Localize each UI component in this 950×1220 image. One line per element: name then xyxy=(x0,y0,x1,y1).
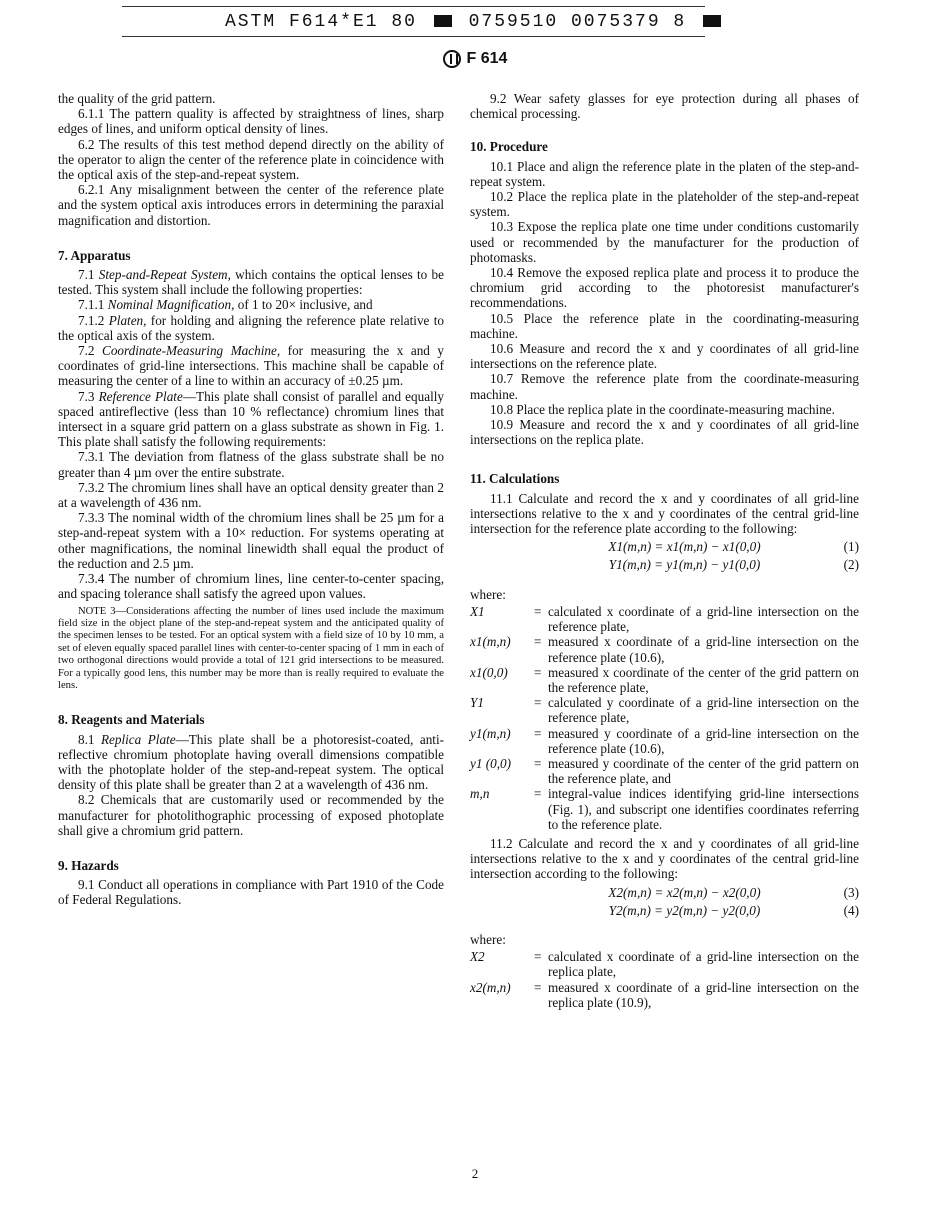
paragraph-10-3: 10.3 Expose the replica plate one time under conditions customarily used or recommended by the manufacturer for the production of photomasks. xyxy=(470,219,859,265)
paragraph-6-2: 6.2 The results of this test method depend directly on the ability of the operator to align the center of the reference plate in coincidence with the optical axis of the step-and-repeat system. xyxy=(58,136,444,183)
paragraph-7-3: 7.3 Reference Plate—This plate shall consist of parallel and equally spaced antireflective (less than 10 % reflectance) chromium lines that intersect in a square grid pattern on a glass substrate as shown in Fig. 1. This plate shall satisfy the following requirements: xyxy=(58,388,444,450)
paragraph-8-1: 8.1 Replica Plate—This plate shall be a photoresist-coated, anti-reflective chromium photoplate having overall dimensions compatible with the photoplate holder of the step-and-repeat system. The optical density of this plate shall be greater than 2 at a wavelength of 436 nm. xyxy=(58,731,445,793)
black-block-icon xyxy=(434,15,452,27)
definition-symbol: m,n xyxy=(470,786,490,802)
definition-row xyxy=(470,726,859,756)
paragraph-10-6: 10.6 Measure and record the x and y coordinates of all grid-line intersections on the reference plate. xyxy=(470,341,859,372)
definitions-table-1 xyxy=(470,604,859,832)
definition-text: measured x coordinate of the center of the grid pattern on the reference plate, xyxy=(548,664,859,695)
astm-logo-icon xyxy=(443,50,461,68)
equation-formula: X2(m,n) = x2(m,n) − x2(0,0) xyxy=(608,884,761,900)
paragraph-10-4: 10.4 Remove the exposed replica plate and process it to produce the chromium grid according to the photoresist manufacturer's recommendations. xyxy=(470,265,859,311)
definitions-table-2 xyxy=(470,949,859,1010)
definition-equals: = xyxy=(534,979,542,995)
definition-symbol: X1 xyxy=(470,603,485,619)
definition-symbol: Y1 xyxy=(470,695,484,711)
paragraph-10-7: 10.7 Remove the reference plate from the coordinate-measuring machine. xyxy=(470,371,859,402)
paragraph-11-2: 11.2 Calculate and record the x and y coordinates of all grid-line intersections relative to the x and y coordinates of the central grid-line intersection according to the following: xyxy=(470,835,859,882)
definition-symbol: x1(0,0) xyxy=(470,664,508,680)
section-heading-10: 10. Procedure xyxy=(470,139,548,155)
equation-formula: Y1(m,n) = y1(m,n) − y1(0,0) xyxy=(608,557,761,573)
paragraph-10-8: 10.8 Place the replica plate in the coordinate-measuring machine. xyxy=(490,401,835,417)
paragraph-10-5: 10.5 Place the reference plate in the coordinating-measuring machine. xyxy=(470,310,859,341)
definition-row xyxy=(470,634,859,664)
right-column xyxy=(470,91,859,1010)
definition-row xyxy=(470,756,859,786)
definition-symbol: x2(m,n) xyxy=(470,979,511,995)
header-rule-top xyxy=(122,6,705,7)
paragraph-8-2: 8.2 Chemicals that are customarily used or recommended by the manufacturer for photolithographic processing of exposed photoplate shall give a chromium grid pattern. xyxy=(58,792,444,838)
definition-row xyxy=(470,665,859,695)
definition-row xyxy=(470,695,859,725)
definition-row xyxy=(470,980,859,1010)
equation-2 xyxy=(470,557,859,572)
definition-equals: = xyxy=(534,634,542,650)
paragraph: the quality of the grid pattern. xyxy=(58,91,216,106)
equation-number: (4) xyxy=(843,902,859,918)
header-code-left: ASTM F614*E1 80 xyxy=(224,12,417,32)
definition-text: calculated y coordinate of a grid-line intersection on the reference plate, xyxy=(548,695,859,726)
header-code xyxy=(0,12,950,32)
paragraph-10-1: 10.1 Place and align the reference plate in the platen of the step-and-repeat system. xyxy=(470,158,859,189)
section-heading-11: 11. Calculations xyxy=(470,471,560,487)
where-label: where: xyxy=(470,931,506,947)
definition-symbol: X2 xyxy=(470,949,485,965)
definition-symbol: y1 (0,0) xyxy=(470,755,512,771)
section-heading-8: 8. Reagents and Materials xyxy=(58,712,205,728)
section-heading-7: 7. Apparatus xyxy=(58,247,131,263)
definition-equals: = xyxy=(534,603,542,619)
definition-symbol: y1(m,n) xyxy=(470,725,511,741)
page-title: F 614 xyxy=(0,50,950,68)
equation-4 xyxy=(470,903,859,918)
header-code-right: 0759510 0075379 8 xyxy=(468,12,687,32)
paragraph-6-2-1: 6.2.1 Any misalignment between the center of the reference plate and the system optical axis introduces errors in determining the paraxial magnification and distortion. xyxy=(58,182,444,228)
definition-equals: = xyxy=(534,664,542,680)
definition-row xyxy=(470,604,859,634)
definition-row xyxy=(470,949,859,979)
equation-3 xyxy=(470,885,859,900)
definition-text: measured y coordinate of a grid-line intersection on the reference plate (10.6), xyxy=(548,725,859,756)
definition-text: integral-value indices identifying grid-line intersections (Fig. 1), and subscript one identifies coordinates referring to the reference plate. xyxy=(548,786,859,832)
paragraph-9-2: 9.2 Wear safety glasses for eye protection during all phases of chemical processing. xyxy=(470,91,859,122)
definition-text: calculated x coordinate of a grid-line intersection on the replica plate, xyxy=(548,949,859,980)
definition-equals: = xyxy=(534,786,542,802)
definition-text: measured y coordinate of the center of the grid pattern on the reference plate, and xyxy=(548,755,859,787)
section-heading-9: 9. Hazards xyxy=(58,857,119,873)
paragraph-7-1-2: 7.1.2 Platen, for holding and aligning the reference plate relative to the optical axis of the system. xyxy=(58,312,444,343)
paragraph-9-1: 9.1 Conduct all operations in compliance with Part 1910 of the Code of Federal Regulations. xyxy=(58,877,444,908)
equation-1 xyxy=(470,539,859,554)
paragraph-11-1: 11.1 Calculate and record the x and y coordinates of all grid-line intersections relative to the x and y coordinates of the central grid-line intersection for the reference plate according to the following: xyxy=(470,490,859,537)
definition-equals: = xyxy=(534,725,542,741)
paragraph-7-3-2: 7.3.2 The chromium lines shall have an optical density greater than 2 at a wavelength of 436 nm. xyxy=(58,479,444,511)
page-number: 2 xyxy=(471,1166,479,1181)
paragraph-10-2: 10.2 Place the replica plate in the plateholder of the step-and-repeat system. xyxy=(470,189,859,220)
equation-formula: Y2(m,n) = y2(m,n) − y2(0,0) xyxy=(608,902,761,918)
equation-number: (3) xyxy=(843,884,859,900)
definition-text: calculated x coordinate of a grid-line intersection on the reference plate, xyxy=(548,603,859,635)
definition-text: measured x coordinate of a grid-line intersection on the replica plate (10.9), xyxy=(548,979,859,1010)
equation-formula: X1(m,n) = x1(m,n) − x1(0,0) xyxy=(608,539,761,555)
definition-text: measured x coordinate of a grid-line intersection on the reference plate (10.6), xyxy=(548,634,859,665)
definition-equals: = xyxy=(534,949,542,965)
equation-number: (2) xyxy=(843,557,859,573)
paragraph-7-1: 7.1 Step-and-Repeat System, which contains the optical lenses to be tested. This system shall include the following properties: xyxy=(58,267,445,298)
paragraph-7-2: 7.2 Coordinate-Measuring Machine, for measuring the x and y coordinates of grid-line intersections. This machine shall be capable of measuring the center of a line to within an accuracy of ±0.25 µm. xyxy=(58,343,445,389)
definition-equals: = xyxy=(534,695,542,711)
definition-equals: = xyxy=(534,755,542,771)
where-label: where: xyxy=(470,586,506,602)
definition-row xyxy=(470,786,859,832)
left-column xyxy=(58,91,444,908)
paragraph-7-3-3: 7.3.3 The nominal width of the chromium lines shall be 25 µm for a step-and-repeat system with a 10× reduction. For systems operating at other magnifications, the nominal linewidth shall equal the product of the reduction and 2.5 µm. xyxy=(58,510,444,571)
paragraph-7-3-1: 7.3.1 The deviation from flatness of the glass substrate shall be no greater than 4 µm over the entire substrate. xyxy=(58,449,444,480)
paragraph-7-3-4: 7.3.4 The number of chromium lines, line center-to-center spacing, and spacing tolerance shall satisfy the agreed upon values. xyxy=(58,571,444,602)
header-rule-bottom xyxy=(122,36,705,37)
black-block-icon xyxy=(703,15,721,27)
paragraph-6-1-1: 6.1.1 The pattern quality is affected by straightness of lines, sharp edges of lines, and uniform optical density of lines. xyxy=(58,106,444,137)
paragraph-7-1-1: 7.1.1 Nominal Magnification, of 1 to 20× inclusive, and xyxy=(78,297,373,313)
note-3: NOTE 3—Considerations affecting the number of lines used include the maximum field size in the object plane of the step-and-repeat system and the anticipated quality of the specimen lenses to be tested. For an optical system with a field size of 10 by 10 mm, a set of eleven equally spaced parallel lines with center-to-center spacing of 1 mm in each of two orthogonal directions would provide a total of 121 grid intersections to be measured. For a typically good lens, this number may be more than is really required to evaluate the lens. xyxy=(58,605,444,691)
definition-symbol: x1(m,n) xyxy=(470,634,511,650)
equation-number: (1) xyxy=(843,539,859,555)
paragraph-10-9: 10.9 Measure and record the x and y coordinates of all grid-line intersections on the replica plate. xyxy=(470,417,859,448)
